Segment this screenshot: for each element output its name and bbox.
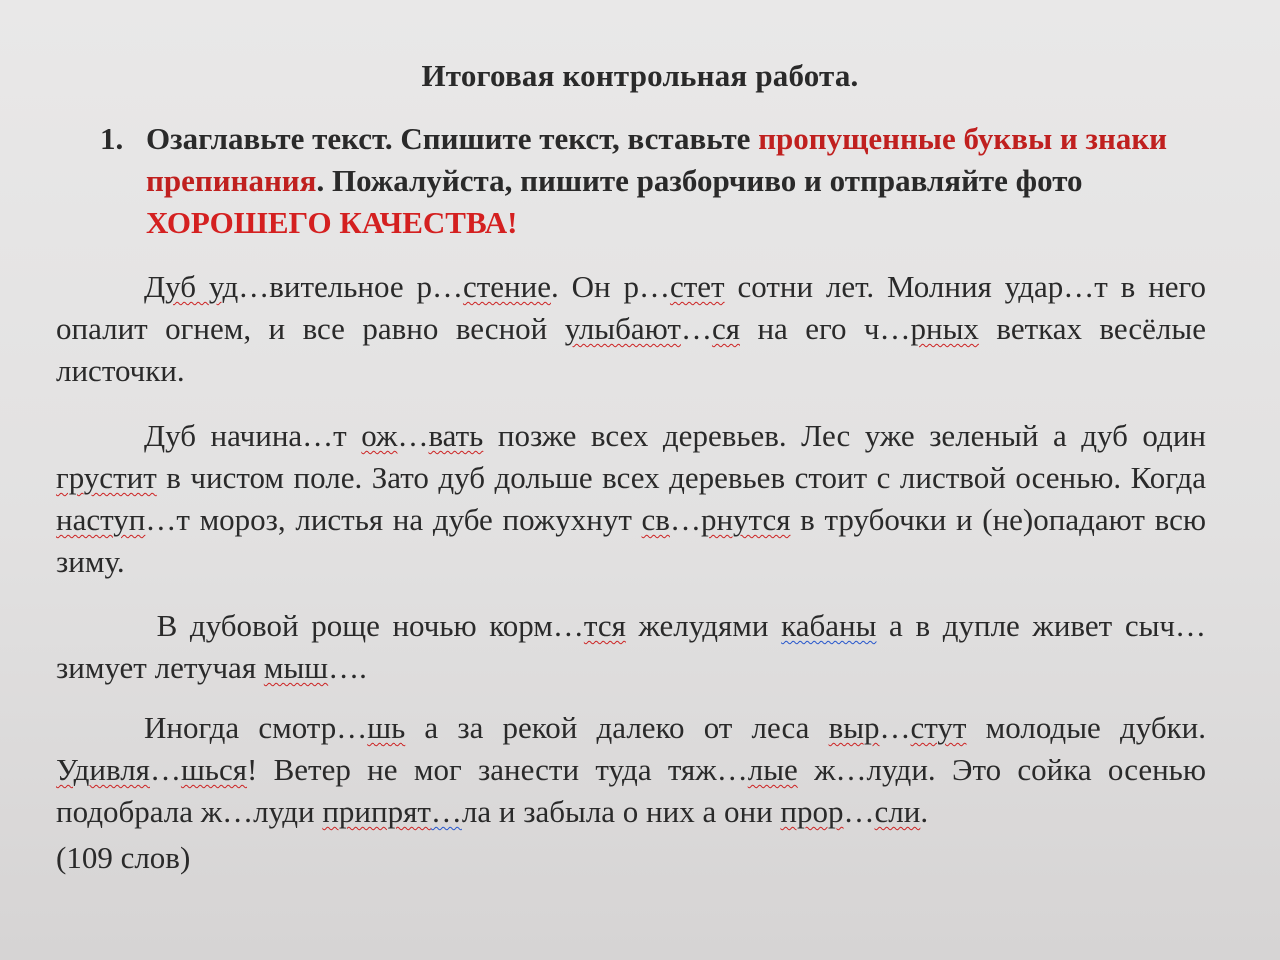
spellcheck-underlined-word: стение xyxy=(462,269,551,304)
paragraph-4 xyxy=(56,707,1206,833)
paragraph-1 xyxy=(56,266,1206,392)
paragraph-text: … xyxy=(397,418,429,453)
spellcheck-underlined-word: стет xyxy=(669,269,725,304)
spellcheck-underlined-word: наступ xyxy=(56,502,146,537)
spellcheck-underlined-word: рнутся xyxy=(700,502,791,537)
paragraph-text: . xyxy=(920,794,929,829)
spellcheck-underlined-word: шься xyxy=(180,752,247,787)
paragraph-text: …т мороз, листья на дубе пожухнут xyxy=(145,502,642,537)
spellcheck-underlined-word: лые xyxy=(747,752,798,787)
paragraph-text: на его ч… xyxy=(740,311,911,346)
spellcheck-underlined-word: ож xyxy=(361,418,398,453)
spellcheck-underlined-word: улыбают xyxy=(564,311,681,346)
paragraph-text: Иногда смотр… xyxy=(144,710,368,745)
spellcheck-underlined-word: прор xyxy=(780,794,844,829)
paragraph-text: желудями xyxy=(625,608,782,643)
paragraph-text: ! Ветер не мог занести туда тяж… xyxy=(246,752,748,787)
task-text-highlight: пропущенные буквы и знаки препинания xyxy=(146,121,1168,198)
paragraph-text: … xyxy=(843,794,875,829)
spellcheck-underlined-word: выр xyxy=(828,710,880,745)
spellcheck-underlined-word: кабаны xyxy=(781,608,877,643)
paragraph-text: в трубочки и (не)опадают всю зиму. xyxy=(56,502,1206,579)
paragraph-text: молодые дубки. xyxy=(966,710,1206,745)
paragraph-text: ж…луди. Это сойка осенью подобрала ж…луди xyxy=(56,752,1206,829)
paragraph-text: позже всех деревьев. Лес уже зеленый а дуб один xyxy=(483,418,1206,453)
spellcheck-underlined-word: … xyxy=(430,794,462,829)
task-text xyxy=(146,118,1210,244)
paragraph-text: ла и забыла о них а они xyxy=(461,794,781,829)
spellcheck-underlined-word: ся xyxy=(711,311,740,346)
paragraph-text: ветках весёлые листочки. xyxy=(56,311,1206,388)
document-title: Итоговая контрольная работа. xyxy=(421,58,859,93)
spellcheck-underlined-word: уд xyxy=(208,269,239,304)
paragraph-text: … xyxy=(879,710,911,745)
paragraph-text: … xyxy=(680,311,712,346)
task-text-part3: . Пожалуйста, пишите разборчиво и отправляйте фото xyxy=(316,163,1083,198)
paragraph-3 xyxy=(56,605,1206,689)
paragraph-text: а за рекой далеко от леса xyxy=(405,710,829,745)
spellcheck-underlined-word: Дуб xyxy=(144,269,209,304)
paragraph-2 xyxy=(56,415,1206,583)
spellcheck-underlined-word: грустит xyxy=(56,460,157,495)
task-text-part1: Озаглавьте текст. Спишите текст, вставьте xyxy=(146,121,759,156)
spellcheck-underlined-word: вать xyxy=(428,418,484,453)
paragraph-text: сотни лет. Молния удар…т в него опалит огнем, и все равно весной xyxy=(56,269,1206,346)
spellcheck-underlined-word: Удивля xyxy=(56,752,150,787)
spellcheck-underlined-word: припрят xyxy=(322,794,431,829)
spellcheck-underlined-word: рных xyxy=(910,311,979,346)
task-number: 1. xyxy=(100,121,124,156)
spellcheck-underlined-word: шь xyxy=(367,710,406,745)
spellcheck-underlined-word: тся xyxy=(583,608,626,643)
spellcheck-underlined-word: стут xyxy=(910,710,967,745)
spellcheck-underlined-word: св xyxy=(641,502,670,537)
task-instruction xyxy=(100,118,1210,244)
paragraph-text: …вительное р… xyxy=(238,269,463,304)
paragraph-text: …. xyxy=(328,650,367,685)
word-count: (109 слов) xyxy=(56,840,191,875)
spellcheck-underlined-word: сли xyxy=(874,794,921,829)
paragraph-text: … xyxy=(669,502,701,537)
spellcheck-underlined-word: мыш xyxy=(263,650,329,685)
paragraph-text: а в дупле живет сыч… зимует летучая xyxy=(56,608,1206,685)
paragraph-text: Дуб начина…т xyxy=(144,418,362,453)
paragraph-text: . Он р… xyxy=(550,269,670,304)
task-text-emphasis: ХОРОШЕГО КАЧЕСТВА! xyxy=(146,205,518,240)
paragraph-text: в чистом поле. Зато дуб дольше всех деревьев стоит с листвой осенью. Когда xyxy=(156,460,1206,495)
paragraph-text: … xyxy=(149,752,181,787)
paragraph-text: В дубовой роще ночью корм… xyxy=(144,608,584,643)
